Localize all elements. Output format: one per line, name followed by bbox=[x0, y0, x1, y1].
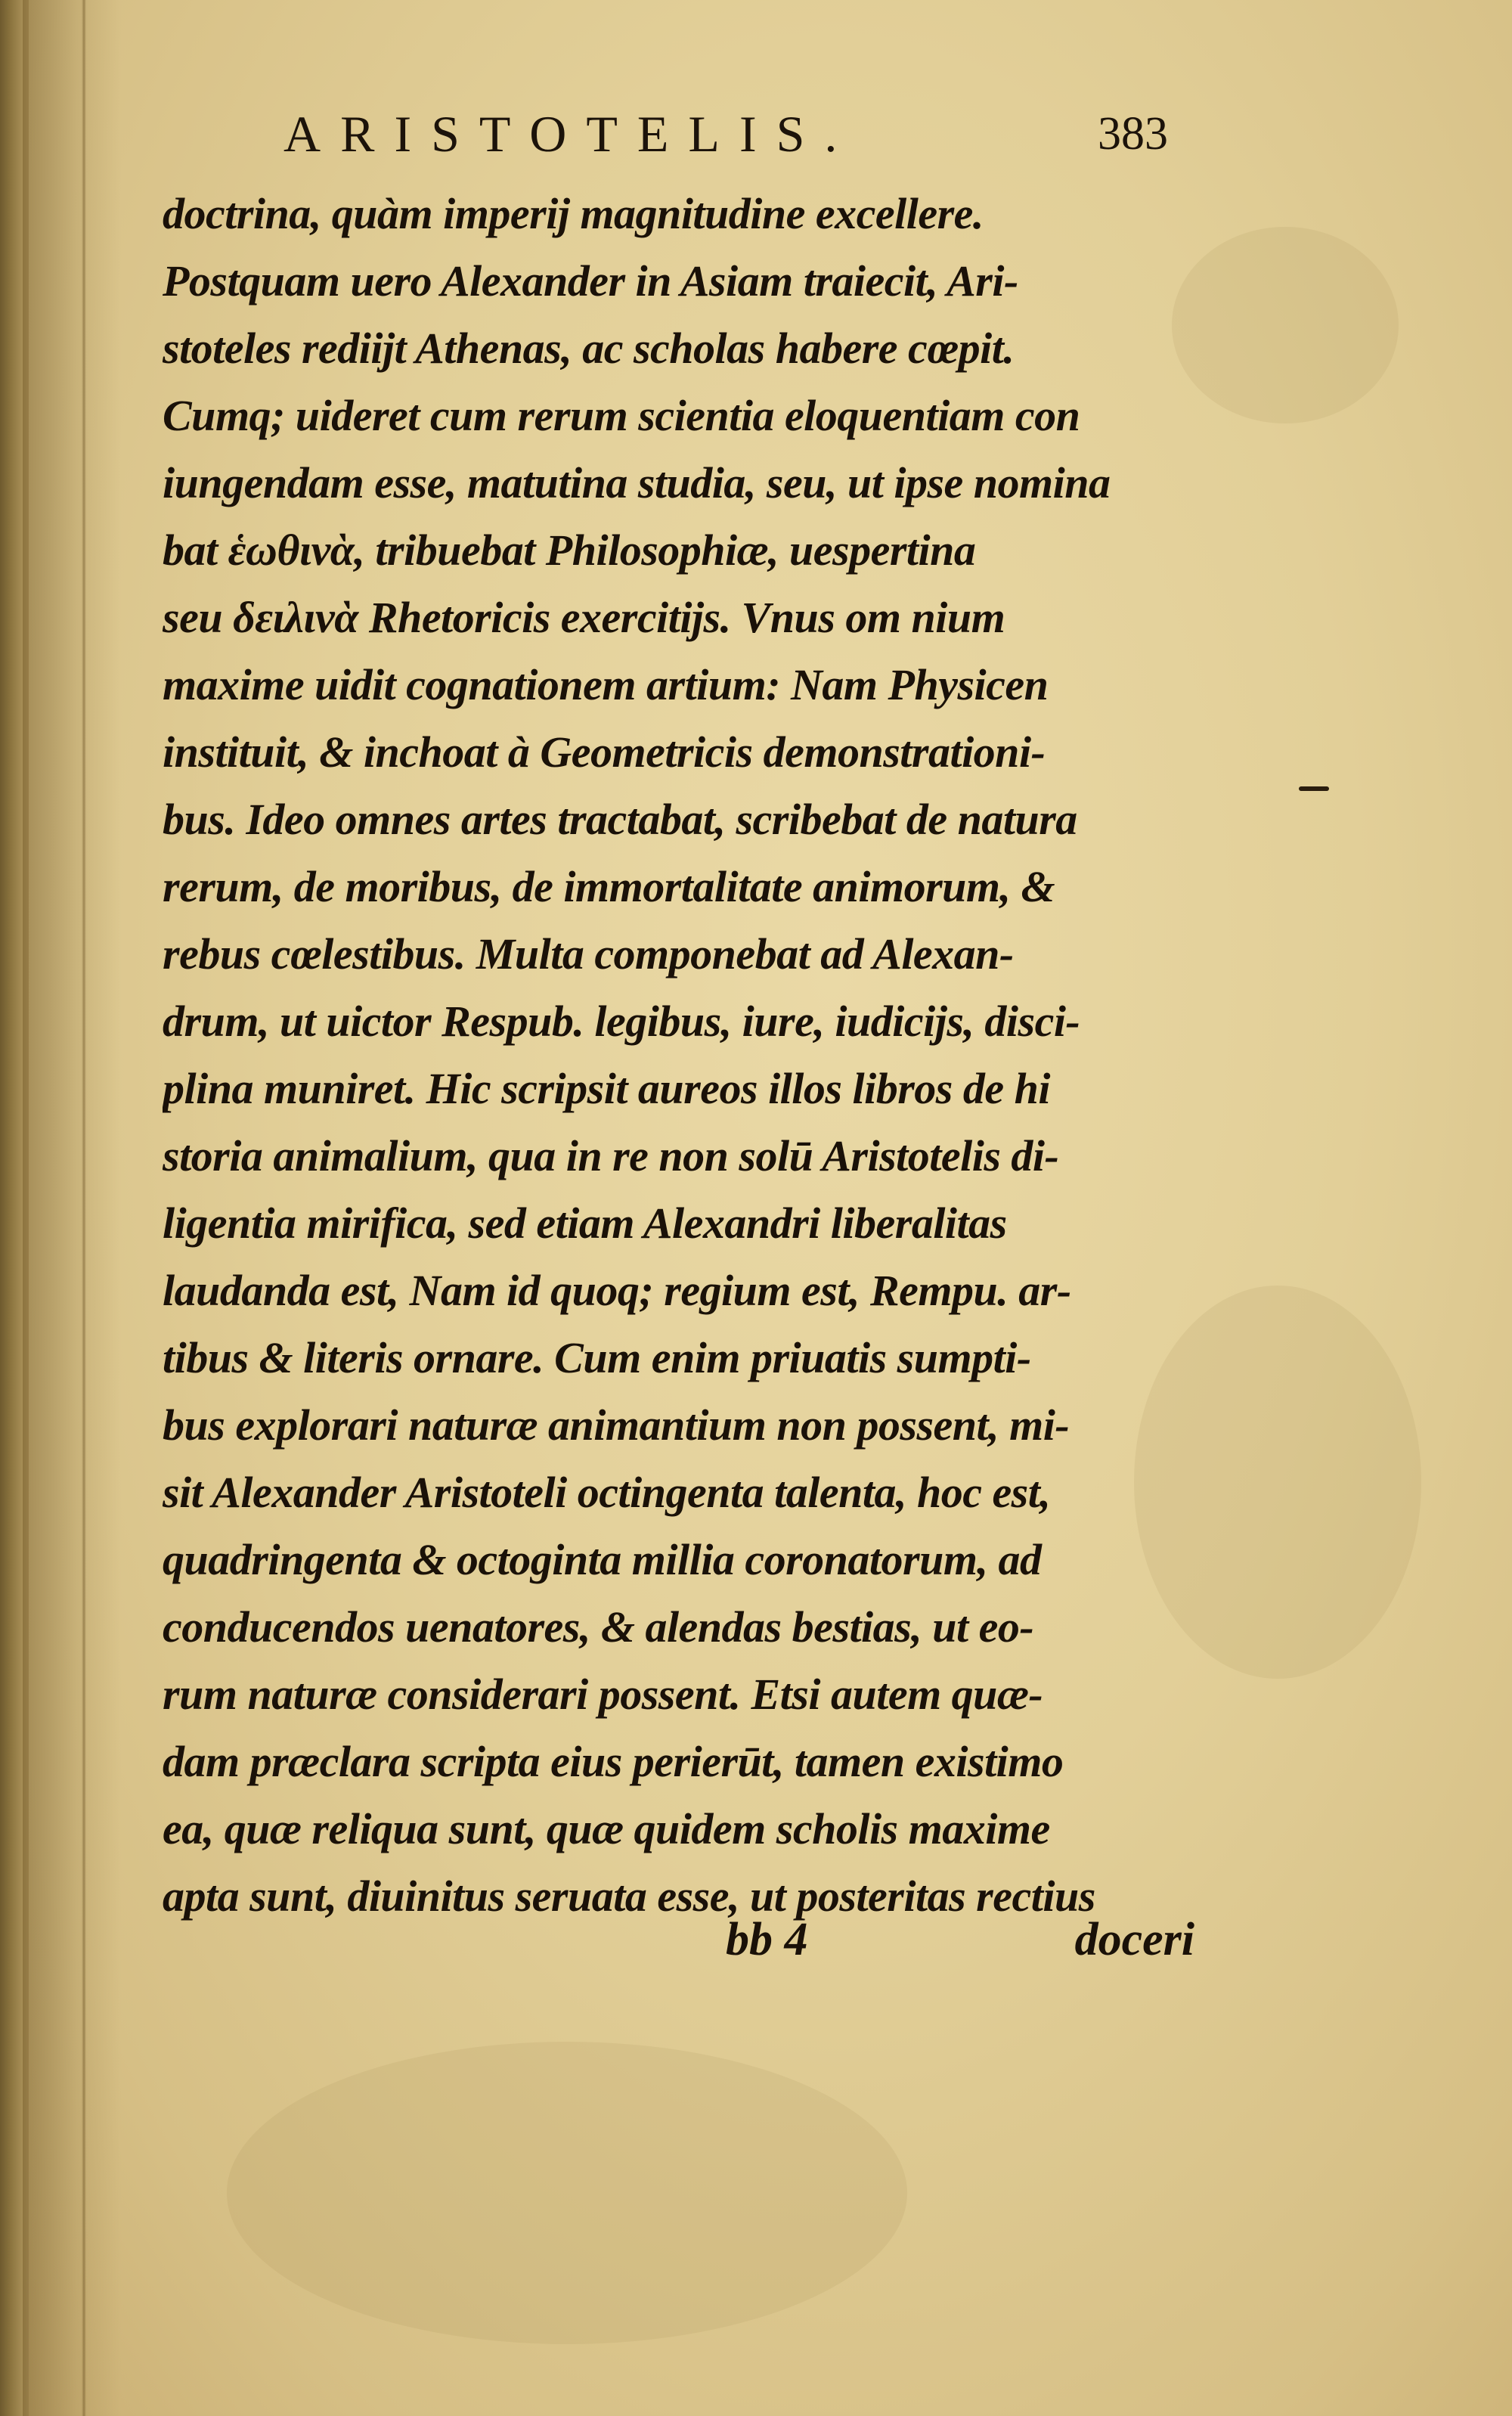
binding-line bbox=[82, 0, 86, 2416]
text-line: bus. Ideo omnes artes tractabat, scribebat de natura bbox=[163, 795, 1077, 844]
text-line: drum, ut uictor Respub. legibus, iure, iudicijs, disci- bbox=[163, 997, 1080, 1046]
text-line: rum naturæ considerari possent. Etsi autem quæ- bbox=[163, 1670, 1043, 1719]
text-line: apta sunt, diuinitus seruata esse, ut posteritas rectius bbox=[163, 1872, 1095, 1921]
page-footer bbox=[726, 1913, 1194, 1981]
binding-edge bbox=[23, 0, 121, 2416]
text-line: bat ἑωθινὰ, tribuebat Philosophiæ, uespertina bbox=[163, 526, 976, 575]
text-line: ligentia mirifica, sed etiam Alexandri liberalitas bbox=[163, 1199, 1007, 1248]
text-line: rebus cœlestibus. Multa componebat ad Alexan- bbox=[163, 929, 1014, 978]
text-line: Cumq; uideret cum rerum scientia eloquentiam con bbox=[163, 391, 1080, 440]
body-text bbox=[163, 180, 1179, 1930]
text-line: stoteles rediijt Athenas, ac scholas habere cœpit. bbox=[163, 324, 1015, 373]
text-line: laudanda est, Nam id quoq; regium est, Rempu. ar- bbox=[163, 1266, 1071, 1315]
text-line: quadringenta & octoginta millia coronatorum, ad bbox=[163, 1535, 1042, 1584]
signature-mark: bb 4 bbox=[726, 1914, 808, 1965]
page-number: 383 bbox=[1098, 108, 1168, 160]
text-line: ea, quæ reliqua sunt, quæ quidem scholis maxime bbox=[163, 1804, 1050, 1853]
page-header bbox=[284, 104, 1168, 172]
text-line: storia animalium, qua in re non solū Aristotelis di- bbox=[163, 1131, 1059, 1180]
text-line: dam præclara scripta eius perierūt, tamen existimo bbox=[163, 1737, 1064, 1786]
text-line: Postquam uero Alexander in Asiam traiecit, Ari- bbox=[163, 256, 1018, 305]
text-line: bus explorari naturæ animantium non possent, mi- bbox=[163, 1400, 1070, 1450]
catchword: doceri bbox=[1074, 1914, 1194, 1965]
text-line: conducendos uenatores, & alendas bestias, ut eo- bbox=[163, 1602, 1034, 1652]
text-line: maxime uidit cognationem artium: Nam Physicen bbox=[163, 660, 1049, 709]
running-title: ARISTOTELIS. bbox=[284, 105, 857, 163]
text-line: iungendam esse, matutina studia, seu, ut ipse nomina bbox=[163, 458, 1111, 507]
margin-mark bbox=[1299, 786, 1329, 791]
paper-stain bbox=[227, 2042, 907, 2344]
text-line: doctrina, quàm imperij magnitudine excellere. bbox=[163, 189, 984, 238]
text-line: rerum, de moribus, de immortalitate animorum, & bbox=[163, 862, 1055, 911]
text-line: seu δειλινὰ Rhetoricis exercitijs. Vnus om nium bbox=[163, 593, 1005, 642]
text-line: instituit, & inchoat à Geometricis demonstrationi- bbox=[163, 727, 1046, 777]
text-line: sit Alexander Aristoteli octingenta talenta, hoc est, bbox=[163, 1468, 1051, 1517]
text-line: tibus & literis ornare. Cum enim priuatis sumpti- bbox=[163, 1333, 1031, 1382]
paper-stain bbox=[1172, 227, 1399, 423]
text-line: plina muniret. Hic scripsit aureos illos libros de hi bbox=[163, 1064, 1050, 1113]
